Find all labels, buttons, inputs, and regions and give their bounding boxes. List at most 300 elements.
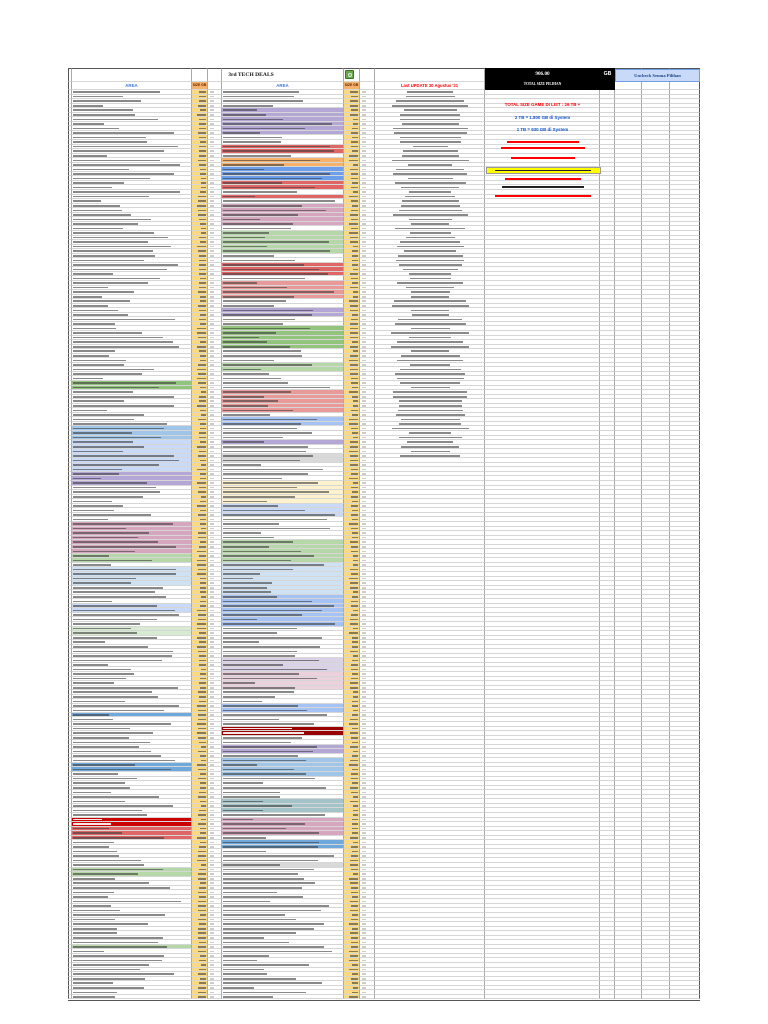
text-line — [352, 646, 358, 648]
text-line — [223, 178, 322, 180]
text-line — [210, 432, 214, 434]
text-line — [210, 273, 214, 275]
game-list-table — [68, 90, 700, 1001]
text-line — [197, 837, 206, 839]
text-line — [392, 105, 468, 107]
text-line — [73, 428, 164, 430]
text-line — [73, 614, 179, 616]
text-line — [210, 496, 214, 498]
text-line — [362, 537, 366, 539]
text-line — [351, 614, 358, 616]
text-line — [223, 482, 318, 484]
text-line — [198, 851, 206, 853]
sheet-header — [68, 68, 700, 90]
text-line — [362, 296, 366, 298]
text-line — [362, 350, 366, 352]
text-line — [73, 373, 142, 375]
text-line — [353, 655, 358, 657]
text-line — [352, 928, 358, 930]
text-line — [73, 223, 138, 225]
text-line — [198, 937, 206, 939]
text-line — [350, 373, 358, 375]
text-line — [353, 842, 358, 844]
text-line — [73, 269, 167, 271]
text-line — [200, 109, 206, 111]
text-line — [199, 546, 206, 548]
text-line — [362, 764, 366, 766]
text-line — [362, 487, 366, 489]
text-line — [223, 719, 279, 721]
text-line — [210, 860, 214, 862]
text-line — [362, 260, 366, 262]
text-line — [198, 250, 206, 252]
text-line — [399, 423, 461, 425]
text-line — [223, 537, 274, 539]
text-line — [210, 969, 214, 971]
text-line — [223, 873, 298, 875]
text-line — [350, 801, 358, 803]
text-line — [223, 109, 257, 111]
text-line — [199, 260, 206, 262]
text-line — [73, 578, 136, 580]
text-line — [353, 810, 358, 812]
text-line — [210, 742, 214, 744]
text-line — [223, 528, 330, 530]
text-line — [362, 373, 366, 375]
text-line — [198, 973, 206, 975]
text-line — [73, 732, 153, 734]
text-line — [362, 814, 366, 816]
text-line — [223, 364, 312, 366]
text-line — [223, 673, 299, 675]
text-line — [199, 487, 206, 489]
text-line — [73, 255, 155, 257]
text-line — [406, 237, 455, 239]
text-line — [210, 437, 214, 439]
text-line — [199, 792, 206, 794]
text-line — [210, 460, 214, 462]
text-line — [411, 291, 450, 293]
text-line — [351, 378, 358, 380]
text-line — [73, 778, 137, 780]
text-line — [362, 346, 366, 348]
text-line — [210, 673, 214, 675]
text-line — [223, 601, 312, 603]
text-line — [350, 787, 358, 789]
text-line — [210, 655, 214, 657]
text-line — [223, 255, 274, 257]
left-title-column-header: AREA — [72, 82, 192, 90]
text-line — [399, 405, 462, 407]
text-line — [362, 505, 366, 507]
text-line — [362, 591, 366, 593]
text-line — [362, 160, 366, 162]
text-line — [223, 369, 261, 371]
text-line — [201, 746, 206, 748]
text-line — [73, 619, 157, 621]
text-line — [73, 514, 151, 516]
text-line — [210, 191, 214, 193]
text-line — [362, 319, 366, 321]
text-line — [362, 210, 366, 212]
text-line — [349, 196, 358, 198]
text-line — [201, 391, 206, 393]
text-line — [73, 523, 173, 525]
text-line — [199, 942, 206, 944]
text-line — [349, 878, 358, 880]
text-line — [223, 928, 314, 930]
text-line — [223, 514, 335, 516]
left-select-checkbox[interactable] — [208, 995, 222, 1000]
text-line — [397, 246, 464, 248]
text-line — [353, 710, 358, 712]
text-line — [200, 141, 206, 143]
text-line — [223, 782, 263, 784]
text-line — [210, 555, 214, 557]
text-line — [351, 551, 358, 553]
text-line — [362, 232, 366, 234]
text-line — [403, 269, 458, 271]
text-line — [210, 773, 214, 775]
note-line — [511, 157, 575, 159]
text-line — [210, 669, 214, 671]
text-line — [210, 441, 214, 443]
text-line — [362, 887, 366, 889]
text-line — [200, 296, 206, 298]
text-line — [210, 391, 214, 393]
text-line — [198, 364, 206, 366]
text-line — [400, 455, 460, 457]
text-line — [73, 969, 140, 971]
text-line — [210, 946, 214, 948]
text-line — [353, 437, 358, 439]
text-line — [362, 701, 366, 703]
text-line — [73, 691, 152, 693]
text-line — [349, 360, 358, 362]
text-line — [350, 837, 358, 839]
text-line — [349, 523, 358, 525]
notes-panel — [485, 90, 600, 220]
text-line — [350, 91, 358, 93]
text-line — [200, 882, 206, 884]
text-line — [198, 932, 206, 934]
text-line — [392, 428, 469, 430]
text-line — [401, 419, 460, 421]
text-line — [73, 241, 148, 243]
text-line — [210, 728, 214, 730]
middle-select-checkbox[interactable] — [360, 995, 375, 1000]
text-line — [223, 391, 291, 393]
text-line — [223, 655, 295, 657]
grid-cell — [615, 82, 642, 90]
text-line — [197, 560, 206, 562]
text-line — [73, 96, 123, 98]
text-line — [362, 400, 366, 402]
text-line — [362, 532, 366, 534]
text-line — [223, 405, 268, 407]
text-line — [223, 541, 293, 543]
text-line — [199, 282, 206, 284]
text-line — [223, 100, 303, 102]
text-line — [362, 501, 366, 503]
text-line — [393, 396, 467, 398]
text-line — [362, 237, 366, 239]
text-line — [409, 191, 451, 193]
text-line — [198, 491, 206, 493]
text-line — [210, 337, 214, 339]
text-line — [223, 250, 330, 252]
text-line — [362, 182, 366, 184]
text-line — [351, 887, 358, 889]
text-line — [73, 164, 180, 166]
text-line — [362, 246, 366, 248]
text-line — [210, 478, 214, 480]
text-line — [210, 637, 214, 639]
text-line — [223, 105, 273, 107]
text-line — [210, 314, 214, 316]
text-line — [362, 819, 366, 821]
text-line — [362, 969, 366, 971]
text-line — [223, 141, 281, 143]
text-line — [198, 210, 206, 212]
text-line — [409, 219, 452, 221]
text-line — [351, 892, 358, 894]
text-line — [73, 382, 176, 384]
text-line — [397, 360, 463, 362]
text-line — [73, 923, 148, 925]
text-line — [73, 473, 119, 475]
text-line — [350, 114, 358, 116]
text-line — [351, 473, 358, 475]
text-line — [362, 619, 366, 621]
text-line — [223, 296, 294, 298]
text-line — [73, 337, 163, 339]
text-line — [362, 755, 366, 757]
text-line — [350, 860, 358, 862]
text-line — [349, 923, 358, 925]
text-line — [73, 819, 102, 821]
text-line — [73, 842, 114, 844]
text-line — [210, 446, 214, 448]
text-line — [362, 482, 366, 484]
text-line — [200, 582, 206, 584]
text-line — [73, 605, 157, 607]
text-line — [352, 832, 358, 834]
text-line — [200, 360, 206, 362]
text-line — [210, 551, 214, 553]
text-line — [223, 128, 305, 130]
text-line — [198, 987, 206, 989]
text-line — [352, 128, 358, 130]
text-line — [223, 792, 280, 794]
text-line — [411, 451, 450, 453]
text-line — [362, 100, 366, 102]
text-line — [197, 469, 206, 471]
text-line — [73, 178, 150, 180]
text-line — [352, 387, 358, 389]
text-line — [362, 596, 366, 598]
text-line — [223, 751, 313, 753]
text-line — [223, 664, 283, 666]
text-line — [210, 691, 214, 693]
text-line — [210, 519, 214, 521]
text-line — [198, 996, 206, 998]
text-line — [362, 678, 366, 680]
text-line — [223, 773, 306, 775]
text-line — [353, 628, 358, 630]
text-line — [352, 637, 358, 639]
text-line — [210, 346, 214, 348]
text-line — [197, 114, 206, 116]
text-line — [210, 710, 214, 712]
text-line — [223, 651, 297, 653]
text-line — [73, 641, 105, 643]
text-line — [198, 928, 206, 930]
text-line — [73, 446, 144, 448]
text-line — [223, 614, 302, 616]
text-line — [411, 350, 449, 352]
text-line — [353, 164, 358, 166]
text-line — [352, 964, 358, 966]
text-line — [199, 923, 206, 925]
text-line — [362, 491, 366, 493]
text-line — [223, 714, 327, 716]
text-line — [197, 764, 206, 766]
text-line — [73, 296, 102, 298]
text-line — [73, 491, 160, 493]
text-line — [349, 223, 358, 225]
text-line — [362, 187, 366, 189]
text-line — [362, 628, 366, 630]
text-line — [199, 960, 206, 962]
grid-cell — [642, 82, 670, 90]
text-line — [73, 128, 119, 130]
text-line — [223, 896, 303, 898]
text-line — [411, 328, 450, 330]
text-line — [210, 501, 214, 503]
text-line — [210, 287, 214, 289]
text-line — [409, 337, 451, 339]
text-line — [223, 373, 269, 375]
text-line — [73, 705, 179, 707]
text-line — [351, 946, 358, 948]
text-line — [200, 314, 206, 316]
text-line — [223, 310, 313, 312]
text-line — [73, 278, 160, 280]
text-line — [400, 137, 461, 139]
text-line — [411, 387, 450, 389]
text-line — [198, 537, 206, 539]
text-line — [73, 928, 117, 930]
text-line — [210, 350, 214, 352]
text-line — [362, 805, 366, 807]
text-line — [223, 355, 302, 357]
text-line — [199, 810, 206, 812]
text-line — [73, 146, 178, 148]
text-line — [210, 228, 214, 230]
text-line — [210, 714, 214, 716]
text-line — [223, 746, 317, 748]
text-line — [197, 246, 206, 248]
text-line — [210, 510, 214, 512]
text-line — [199, 287, 206, 289]
text-line — [210, 896, 214, 898]
text-line — [362, 191, 366, 193]
text-line — [223, 992, 306, 994]
text-line — [200, 278, 206, 280]
text-line — [362, 314, 366, 316]
text-line — [223, 823, 305, 825]
text-line — [350, 214, 358, 216]
text-line — [73, 628, 131, 630]
text-line — [352, 250, 358, 252]
text-line — [210, 537, 214, 539]
text-line — [362, 123, 366, 125]
text-line — [210, 582, 214, 584]
text-line — [198, 619, 206, 621]
text-line — [198, 737, 206, 739]
note-line — [501, 147, 585, 149]
text-line — [397, 378, 464, 380]
text-line — [199, 128, 206, 130]
text-line — [362, 460, 366, 462]
text-line — [223, 551, 301, 553]
text-line — [223, 287, 287, 289]
text-line — [199, 164, 206, 166]
text-line — [362, 728, 366, 730]
text-line — [352, 150, 358, 152]
uncheck-all-button[interactable]: Uncheck Semua Pilihan — [615, 69, 700, 82]
text-line — [223, 569, 293, 571]
text-line — [210, 873, 214, 875]
text-line — [198, 814, 206, 816]
text-line — [200, 591, 206, 593]
text-line — [73, 696, 158, 698]
text-line — [198, 291, 206, 293]
text-line — [223, 587, 267, 589]
text-line — [223, 123, 332, 125]
text-line — [351, 978, 358, 980]
text-line — [362, 782, 366, 784]
text-line — [210, 528, 214, 530]
text-line — [73, 855, 119, 857]
text-line — [349, 632, 358, 634]
text-line — [200, 300, 206, 302]
text-line — [362, 746, 366, 748]
text-line — [210, 260, 214, 262]
text-line — [223, 305, 274, 307]
text-line — [362, 914, 366, 916]
text-line — [352, 510, 358, 512]
text-line — [362, 573, 366, 575]
text-line — [199, 400, 206, 402]
text-line — [210, 801, 214, 803]
text-line — [362, 919, 366, 921]
text-line — [73, 869, 163, 871]
text-line — [352, 660, 358, 662]
text-line — [73, 109, 133, 111]
text-line — [349, 232, 358, 234]
text-line — [362, 546, 366, 548]
text-line — [73, 828, 109, 830]
text-line — [73, 946, 167, 948]
text-line — [73, 532, 149, 534]
text-line — [362, 942, 366, 944]
text-line — [223, 837, 266, 839]
table-row — [68, 995, 700, 1000]
text-line — [199, 655, 206, 657]
text-line — [362, 300, 366, 302]
